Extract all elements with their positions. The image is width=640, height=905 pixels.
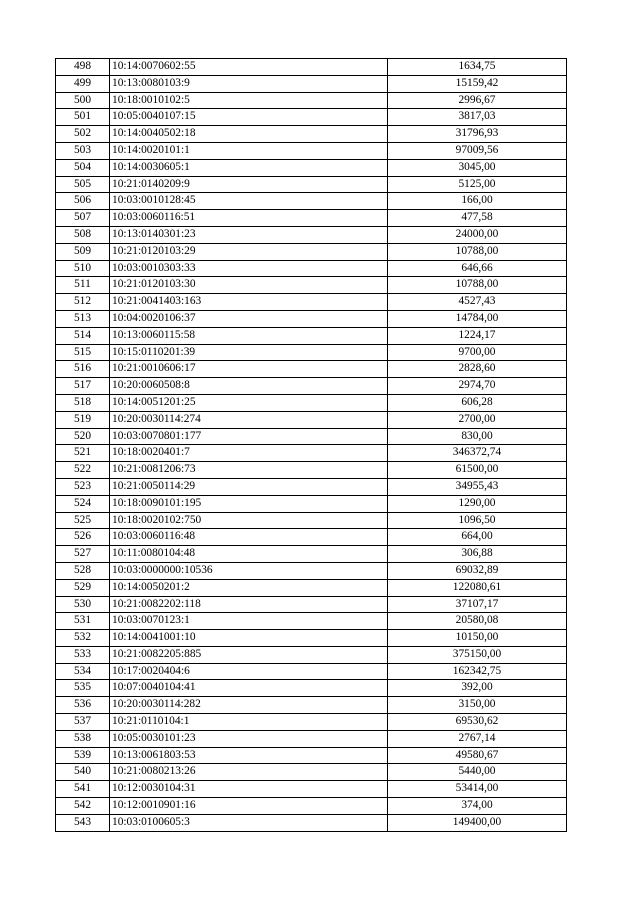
row-number-cell: 542 [56, 798, 110, 815]
cadastral-number-cell: 10:03:0010303:33 [110, 260, 388, 277]
row-number-cell: 504 [56, 159, 110, 176]
table-row [56, 142, 567, 159]
cadastral-number-cell: 10:21:0110104:1 [110, 714, 388, 731]
table-row [56, 428, 567, 445]
table-row [56, 697, 567, 714]
cadastral-number-cell: 10:21:0140209:9 [110, 176, 388, 193]
row-number-cell: 521 [56, 445, 110, 462]
amount-cell: 149400,00 [388, 814, 567, 831]
row-number-cell: 513 [56, 310, 110, 327]
cadastral-number-cell: 10:05:0040107:15 [110, 109, 388, 126]
amount-cell: 10788,00 [388, 277, 567, 294]
row-number-cell: 526 [56, 529, 110, 546]
row-number-cell: 534 [56, 663, 110, 680]
cadastral-number-cell: 10:03:0070123:1 [110, 613, 388, 630]
cadastral-number-cell: 10:05:0030101:23 [110, 730, 388, 747]
table-row [56, 814, 567, 831]
table-row [56, 411, 567, 428]
table-row [56, 243, 567, 260]
amount-cell: 392,00 [388, 680, 567, 697]
amount-cell: 2828,60 [388, 361, 567, 378]
table-row [56, 798, 567, 815]
amount-cell: 24000,00 [388, 226, 567, 243]
cadastral-number-cell: 10:13:0060115:58 [110, 327, 388, 344]
row-number-cell: 536 [56, 697, 110, 714]
amount-cell: 2767,14 [388, 730, 567, 747]
table-row [56, 680, 567, 697]
row-number-cell: 507 [56, 210, 110, 227]
cadastral-number-cell: 10:07:0040104:41 [110, 680, 388, 697]
table-row [56, 462, 567, 479]
amount-cell: 646,66 [388, 260, 567, 277]
amount-cell: 1224,17 [388, 327, 567, 344]
row-number-cell: 503 [56, 142, 110, 159]
table-row [56, 562, 567, 579]
amount-cell: 97009,56 [388, 142, 567, 159]
row-number-cell: 498 [56, 59, 110, 76]
row-number-cell: 524 [56, 495, 110, 512]
row-number-cell: 522 [56, 462, 110, 479]
cadastral-number-cell: 10:12:0030104:31 [110, 781, 388, 798]
cadastral-number-cell: 10:14:0030605:1 [110, 159, 388, 176]
table-row [56, 714, 567, 731]
cadastral-number-cell: 10:03:0060116:51 [110, 210, 388, 227]
table-row [56, 646, 567, 663]
table-row [56, 781, 567, 798]
cadastral-number-cell: 10:13:0061803:53 [110, 747, 388, 764]
cadastral-number-cell: 10:04:0020106:37 [110, 310, 388, 327]
table-row [56, 294, 567, 311]
row-number-cell: 520 [56, 428, 110, 445]
row-number-cell: 512 [56, 294, 110, 311]
amount-cell: 1634,75 [388, 59, 567, 76]
cadastral-number-cell: 10:14:0070602:55 [110, 59, 388, 76]
amount-cell: 5440,00 [388, 764, 567, 781]
table-body [56, 59, 567, 832]
table-row [56, 596, 567, 613]
table-row [56, 546, 567, 563]
cadastral-number-cell: 10:14:0050201:2 [110, 579, 388, 596]
amount-cell: 664,00 [388, 529, 567, 546]
cadastral-number-cell: 10:13:0080103:9 [110, 75, 388, 92]
amount-cell: 37107,17 [388, 596, 567, 613]
row-number-cell: 539 [56, 747, 110, 764]
row-number-cell: 531 [56, 613, 110, 630]
amount-cell: 375150,00 [388, 646, 567, 663]
cadastral-number-cell: 10:20:0060508:8 [110, 378, 388, 395]
amount-cell: 306,88 [388, 546, 567, 563]
cadastral-number-cell: 10:11:0080104:48 [110, 546, 388, 563]
row-number-cell: 499 [56, 75, 110, 92]
row-number-cell: 505 [56, 176, 110, 193]
cadastral-number-cell: 10:21:0120103:29 [110, 243, 388, 260]
table-row [56, 310, 567, 327]
amount-cell: 346372,74 [388, 445, 567, 462]
row-number-cell: 540 [56, 764, 110, 781]
amount-cell: 830,00 [388, 428, 567, 445]
cadastral-number-cell: 10:21:0050114:29 [110, 478, 388, 495]
cadastral-number-cell: 10:18:0010102:5 [110, 92, 388, 109]
amount-cell: 20580,08 [388, 613, 567, 630]
row-number-cell: 533 [56, 646, 110, 663]
table-row [56, 75, 567, 92]
row-number-cell: 518 [56, 394, 110, 411]
row-number-cell: 535 [56, 680, 110, 697]
table-row [56, 378, 567, 395]
amount-cell: 53414,00 [388, 781, 567, 798]
cadastral-number-cell: 10:18:0090101:195 [110, 495, 388, 512]
amount-cell: 9700,00 [388, 344, 567, 361]
cadastral-number-cell: 10:15:0110201:39 [110, 344, 388, 361]
amount-cell: 14784,00 [388, 310, 567, 327]
cadastral-number-cell: 10:21:0041403:163 [110, 294, 388, 311]
amount-cell: 3817,03 [388, 109, 567, 126]
cadastral-number-cell: 10:14:0020101:1 [110, 142, 388, 159]
cadastral-number-cell: 10:21:0082205:885 [110, 646, 388, 663]
amount-cell: 69032,89 [388, 562, 567, 579]
row-number-cell: 528 [56, 562, 110, 579]
cadastral-number-cell: 10:03:0010128:45 [110, 193, 388, 210]
amount-cell: 477,58 [388, 210, 567, 227]
amount-cell: 606,28 [388, 394, 567, 411]
table-row [56, 176, 567, 193]
amount-cell: 15159,42 [388, 75, 567, 92]
table-row [56, 630, 567, 647]
cadastral-number-cell: 10:12:0010901:16 [110, 798, 388, 815]
table-row [56, 344, 567, 361]
row-number-cell: 537 [56, 714, 110, 731]
row-number-cell: 511 [56, 277, 110, 294]
table-row [56, 210, 567, 227]
cadastral-number-cell: 10:18:0020401:7 [110, 445, 388, 462]
table-row [56, 730, 567, 747]
data-table [55, 58, 567, 832]
row-number-cell: 510 [56, 260, 110, 277]
table-row [56, 327, 567, 344]
row-number-cell: 532 [56, 630, 110, 647]
amount-cell: 2700,00 [388, 411, 567, 428]
cadastral-number-cell: 10:03:0100605:3 [110, 814, 388, 831]
row-number-cell: 541 [56, 781, 110, 798]
table-row [56, 260, 567, 277]
table-row [56, 92, 567, 109]
row-number-cell: 509 [56, 243, 110, 260]
row-number-cell: 501 [56, 109, 110, 126]
row-number-cell: 529 [56, 579, 110, 596]
table-row [56, 613, 567, 630]
amount-cell: 49580,67 [388, 747, 567, 764]
amount-cell: 166,00 [388, 193, 567, 210]
table-row [56, 193, 567, 210]
amount-cell: 2996,67 [388, 92, 567, 109]
cadastral-number-cell: 10:14:0051201:25 [110, 394, 388, 411]
amount-cell: 1290,00 [388, 495, 567, 512]
amount-cell: 1096,50 [388, 512, 567, 529]
table-row [56, 512, 567, 529]
row-number-cell: 527 [56, 546, 110, 563]
row-number-cell: 500 [56, 92, 110, 109]
cadastral-number-cell: 10:14:0041001:10 [110, 630, 388, 647]
table-row [56, 747, 567, 764]
cadastral-number-cell: 10:03:0070801:177 [110, 428, 388, 445]
amount-cell: 34955,43 [388, 478, 567, 495]
table-row [56, 361, 567, 378]
amount-cell: 10150,00 [388, 630, 567, 647]
cadastral-number-cell: 10:21:0010606:17 [110, 361, 388, 378]
amount-cell: 122080,61 [388, 579, 567, 596]
row-number-cell: 515 [56, 344, 110, 361]
table-row [56, 159, 567, 176]
table-row [56, 59, 567, 76]
cadastral-number-cell: 10:18:0020102:750 [110, 512, 388, 529]
row-number-cell: 530 [56, 596, 110, 613]
cadastral-number-cell: 10:20:0030114:282 [110, 697, 388, 714]
table-row [56, 495, 567, 512]
amount-cell: 69530,62 [388, 714, 567, 731]
cadastral-number-cell: 10:21:0080213:26 [110, 764, 388, 781]
row-number-cell: 517 [56, 378, 110, 395]
table-row [56, 764, 567, 781]
row-number-cell: 543 [56, 814, 110, 831]
row-number-cell: 506 [56, 193, 110, 210]
amount-cell: 10788,00 [388, 243, 567, 260]
row-number-cell: 508 [56, 226, 110, 243]
cadastral-number-cell: 10:14:0040502:18 [110, 126, 388, 143]
cadastral-number-cell: 10:21:0081206:73 [110, 462, 388, 479]
amount-cell: 31796,93 [388, 126, 567, 143]
cadastral-number-cell: 10:21:0120103:30 [110, 277, 388, 294]
cadastral-number-cell: 10:20:0030114:274 [110, 411, 388, 428]
amount-cell: 4527,43 [388, 294, 567, 311]
table-row [56, 277, 567, 294]
row-number-cell: 502 [56, 126, 110, 143]
cadastral-number-cell: 10:03:0000000:10536 [110, 562, 388, 579]
cadastral-number-cell: 10:13:0140301:23 [110, 226, 388, 243]
table-row [56, 394, 567, 411]
table-row [56, 126, 567, 143]
row-number-cell: 519 [56, 411, 110, 428]
cadastral-number-cell: 10:21:0082202:118 [110, 596, 388, 613]
cadastral-number-cell: 10:03:0060116:48 [110, 529, 388, 546]
row-number-cell: 514 [56, 327, 110, 344]
table-row [56, 529, 567, 546]
table-row [56, 478, 567, 495]
row-number-cell: 523 [56, 478, 110, 495]
row-number-cell: 516 [56, 361, 110, 378]
amount-cell: 374,00 [388, 798, 567, 815]
table-row [56, 579, 567, 596]
table-row [56, 663, 567, 680]
table-row [56, 109, 567, 126]
amount-cell: 162342,75 [388, 663, 567, 680]
amount-cell: 2974,70 [388, 378, 567, 395]
amount-cell: 3150,00 [388, 697, 567, 714]
amount-cell: 3045,00 [388, 159, 567, 176]
amount-cell: 61500,00 [388, 462, 567, 479]
row-number-cell: 525 [56, 512, 110, 529]
row-number-cell: 538 [56, 730, 110, 747]
table-row [56, 445, 567, 462]
cadastral-number-cell: 10:17:0020404:6 [110, 663, 388, 680]
amount-cell: 5125,00 [388, 176, 567, 193]
table-row [56, 226, 567, 243]
